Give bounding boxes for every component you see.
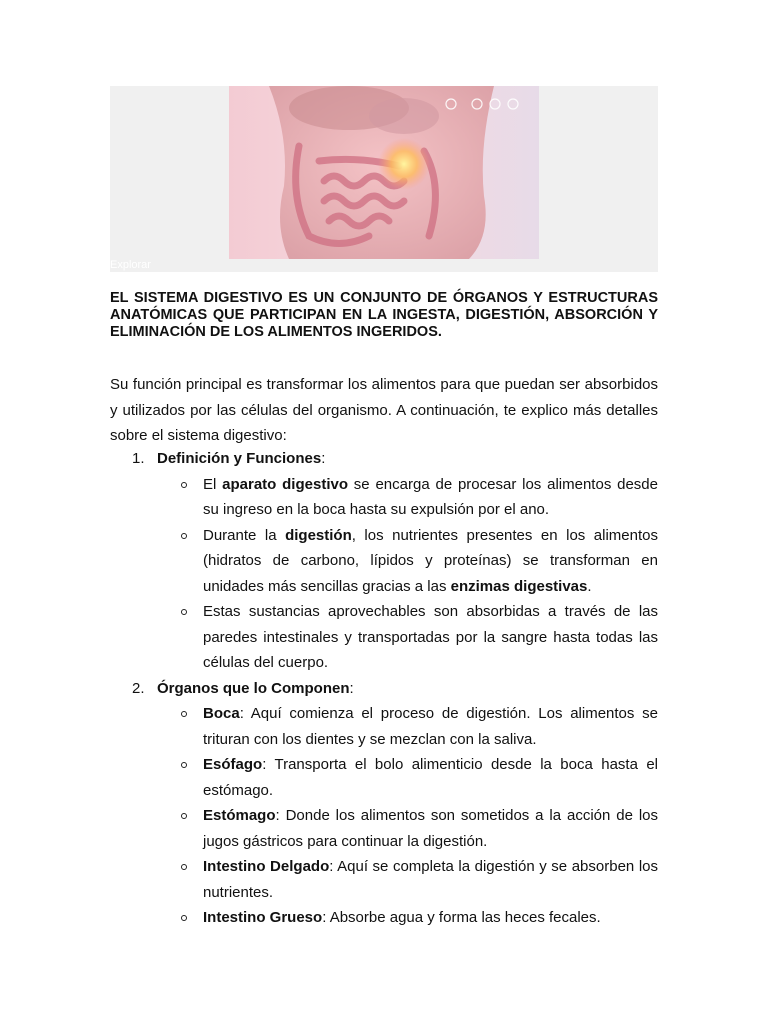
list-item: Durante la digestión, los nutrientes presentes en los alimentos (hidratos de carbono, lípidos y proteínas) se transforman en unidades más sencillas gracias a las enzimas digestivas. xyxy=(157,523,658,600)
list-item: El aparato digestivo se encarga de procesar los alimentos desde su ingreso en la boca hasta su expulsión por el ano. xyxy=(157,472,658,523)
image-caption: Explorar xyxy=(110,259,151,271)
section-number: 1. xyxy=(132,450,145,467)
section-heading: EL SISTEMA DIGESTIVO ES UN CONJUNTO DE ÓRGANOS Y ESTRUCTURAS ANATÓMICAS QUE PARTICIPAN EN LA INGESTA, DIGESTIÓN, ABSORCIÓN Y ELIMINACIÓN DE LOS ALIMENTOS INGERIDOS. xyxy=(110,290,658,340)
section-number: 2. xyxy=(132,679,145,697)
list-section: 2. Órganos que lo Componen: Boca: Aquí comienza el proceso de digestión. Los alimentos se trituran con los dientes y se mezclan con la saliva. Esófago: Transporta el bolo alimenticio desde la boca hasta el estómago. Estómago: Donde los alimentos son sometidos a la acción de los jugos gástricos para continuar la digestión. Intestino Delgado: Aquí se completa la digestión y se absorben los nutrientes. Intestino Grueso: Absorbe agua y forma las heces fecales. xyxy=(110,676,658,931)
intro-paragraph: Su función principal es transformar los alimentos para que puedan ser absorbidos y utilizados por las células del organismo. A continuación, te explico más detalles sobre el sistema digestivo: xyxy=(110,376,658,444)
numbered-list xyxy=(110,446,658,931)
bullet-list xyxy=(157,472,658,676)
list-item: Boca: Aquí comienza el proceso de digestión. Los alimentos se trituran con los dientes y se mezclan con la saliva. xyxy=(157,701,658,752)
header-image-band xyxy=(110,86,658,272)
bullet-list xyxy=(157,701,658,931)
list-item: Estómago: Donde los alimentos son sometidos a la acción de los jugos gástricos para continuar la digestión. xyxy=(157,803,658,854)
section-title: Definición y Funciones xyxy=(157,450,322,467)
list-section: 1. Definición y Funciones: El aparato digestivo se encarga de procesar los alimentos desde su ingreso en la boca hasta su expulsión por el ano. Durante la digestión, los nutrientes presentes en los alimentos (hidratos de carbono, lípidos y proteínas) se transforman en unidades más sencillas gracias a las enzimas digestivas. Estas sustancias aprovechables son absorbidas a través de las paredes intestinales y transportadas por la sangre hasta todas las células del cuerpo. xyxy=(110,446,658,676)
list-item: Intestino Grueso: Absorbe agua y forma las heces fecales. xyxy=(157,905,658,931)
section-title: Órganos que lo Componen xyxy=(157,679,350,697)
list-item: Esófago: Transporta el bolo alimenticio desde la boca hasta el estómago. xyxy=(157,752,658,803)
list-item: Intestino Delgado: Aquí se completa la digestión y se absorben los nutrientes. xyxy=(157,854,658,905)
digestive-system-illustration xyxy=(229,86,539,259)
list-item: Estas sustancias aprovechables son absorbidas a través de las paredes intestinales y transportadas por la sangre hasta todas las células del cuerpo. xyxy=(157,599,658,676)
